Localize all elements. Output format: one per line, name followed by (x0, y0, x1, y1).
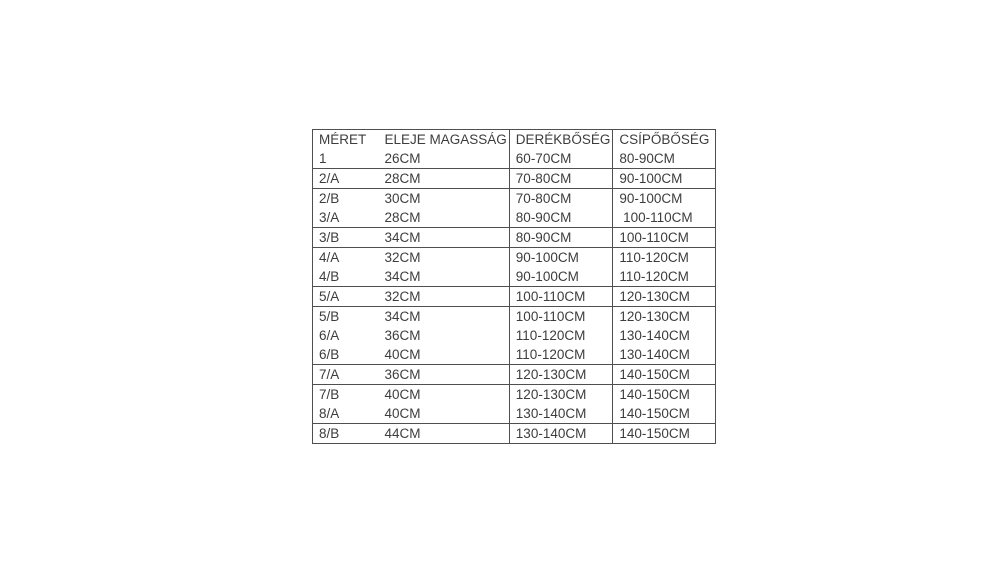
table-cell: 36CM (379, 365, 510, 385)
table-cell: 6/B (313, 345, 379, 365)
table-cell: 110-120CM (509, 345, 613, 365)
table-cell: 70-80CM (509, 169, 613, 189)
table-cell: 100-110CM (509, 307, 613, 327)
table-row (313, 169, 716, 189)
table-cell: 44CM (379, 424, 510, 444)
table-cell: 34CM (379, 228, 510, 248)
table-cell: 5/A (313, 287, 379, 307)
table-cell: 90-100CM (613, 169, 716, 189)
table-cell: 40CM (379, 404, 510, 424)
table-cell: 40CM (384, 387, 421, 402)
table-row (313, 307, 716, 327)
table-row (313, 267, 716, 287)
table-cell: 100-110CM (613, 208, 716, 228)
table-cell: 2/A (313, 169, 379, 189)
table-cell: 130-140CM (613, 345, 716, 365)
table-row (313, 189, 716, 209)
table-cell: 130-140CM (509, 424, 613, 444)
table-cell: 32CM (384, 250, 421, 265)
table-cell: 8/B (313, 424, 379, 444)
table-cell: 60-70CM (509, 149, 613, 169)
table-row (313, 326, 716, 345)
table-cell: 100-110CM (509, 287, 613, 307)
table-row (313, 404, 716, 424)
table-cell: 120-130CM (613, 307, 716, 327)
table-cell: 34CM (384, 309, 421, 324)
table-cell: 7/A (313, 365, 379, 385)
column-header-csipoboseg: CSÍPŐBŐSÉG (613, 130, 716, 150)
table-row (313, 208, 716, 228)
table-cell: 36CM (384, 328, 421, 343)
table-cell: 70-80CM (509, 189, 613, 209)
column-header-eleje-magassag: ELEJE MAGASSÁG (384, 132, 507, 147)
table-cell: 32CM (379, 287, 510, 307)
table-cell: 140-150CM (613, 385, 716, 405)
column-header-meret: MÉRET (319, 132, 367, 147)
table-cell: 4/B (313, 267, 379, 287)
table-row (313, 424, 716, 444)
table-cell: 2/B (319, 191, 340, 206)
table-row (313, 345, 716, 365)
table-cell: 120-130CM (613, 287, 716, 307)
table-cell: 120-130CM (509, 385, 613, 405)
table-cell: 140-150CM (613, 424, 716, 444)
size-table (312, 129, 716, 444)
table-header-row (313, 130, 716, 150)
table-cell: 7/B (319, 387, 340, 402)
table-row (313, 248, 716, 268)
table-cell: 110-120CM (613, 248, 716, 268)
table-cell: 4/A (319, 250, 340, 265)
table-row (313, 228, 716, 248)
table-cell: 130-140CM (509, 404, 613, 424)
table-cell: 100-110CM (613, 228, 716, 248)
table-cell: 26CM (379, 149, 510, 169)
size-chart (312, 129, 716, 444)
table-cell: 110-120CM (509, 326, 613, 345)
table-row (313, 149, 716, 169)
table-cell: 90-100CM (509, 267, 613, 287)
table-cell: 80-90CM (509, 228, 613, 248)
table-cell: 110-120CM (613, 267, 716, 287)
table-cell: 28CM (379, 169, 510, 189)
table-cell: 80-90CM (509, 208, 613, 228)
table-cell: 40CM (379, 345, 510, 365)
table-row (313, 287, 716, 307)
table-cell: 130-140CM (613, 326, 716, 345)
table-cell: 5/B (319, 309, 340, 324)
table-cell: 120-130CM (509, 365, 613, 385)
table-cell: 3/B (313, 228, 379, 248)
table-row (313, 385, 716, 405)
table-cell: 140-150CM (613, 365, 716, 385)
table-cell: 34CM (379, 267, 510, 287)
table-cell: 80-90CM (613, 149, 716, 169)
table-cell: 28CM (379, 208, 510, 228)
table-cell: 1 (313, 149, 379, 169)
table-cell: 6/A (319, 328, 340, 343)
table-cell: 3/A (313, 208, 379, 228)
table-cell: 90-100CM (509, 248, 613, 268)
table-cell: 90-100CM (613, 189, 716, 209)
table-row (313, 365, 716, 385)
table-cell: 30CM (384, 191, 421, 206)
column-header-derekboseg: DERÉKBŐSÉG (509, 130, 613, 150)
table-cell: 8/A (313, 404, 379, 424)
size-table-body (313, 149, 716, 444)
table-cell: 140-150CM (613, 404, 716, 424)
